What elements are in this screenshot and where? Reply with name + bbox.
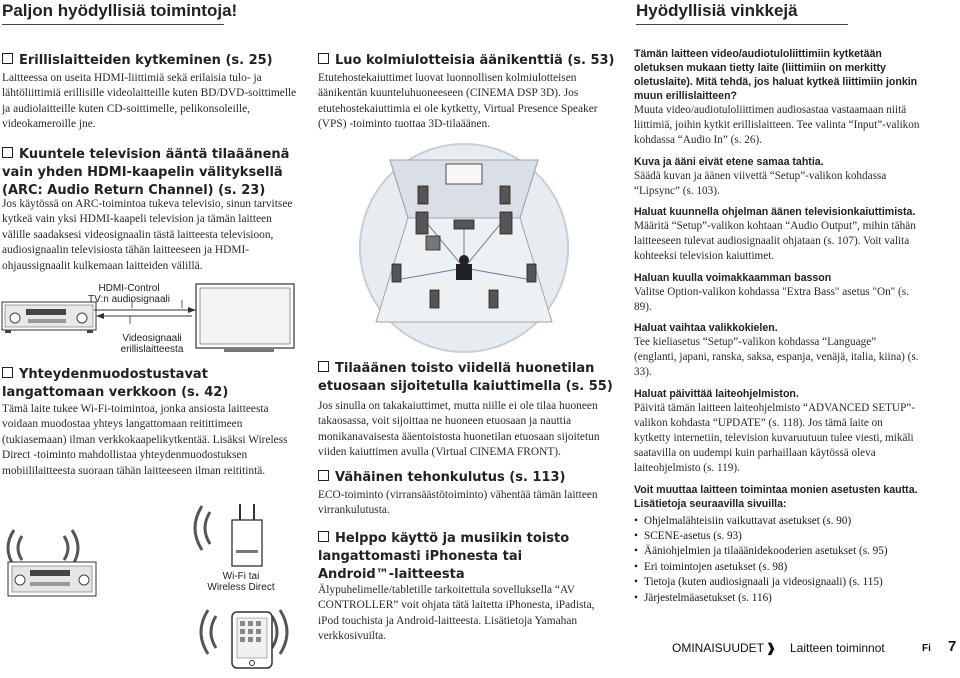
section-body: Laitteessa on useita HDMI-liittimiä sekä erilaisia tulo- ja lähtöliittimiä erillisille videolaitteille kuten BD/DVD-soittimelle ja audiolaitteille kuten CD-soittimelle, pelikonsoleille, videokameroille jne. [2, 72, 297, 131]
speaker-room-diagram [356, 140, 572, 356]
label-tv-audio: TV:n audiosignaali [88, 294, 170, 305]
tip-body: Tee kieliasetus “Setup”-valikon kohdassa “Language” (englanti, japani, ranska, saksa, espanja, venäjä, italia, kiina) (s. 33). [634, 336, 919, 379]
tip-heading: Haluat vaihtaa valikkokielen. [634, 322, 778, 335]
section-title: Luo kolmiulotteisia äänikenttiä (s. 53) [335, 53, 615, 68]
label-hdmi-control: HDMI-Control [98, 283, 160, 294]
footer-section: OMINAISUUDET [672, 641, 765, 655]
section-3d-sound [318, 52, 618, 70]
section-wireless [2, 366, 302, 402]
section-title: Kuuntele television ääntä tilaäänenä vain yhden HDMI-kaapelin välityksellä (ARC: Audio Return Channel) (s. 23) [2, 147, 290, 198]
section-arc [2, 146, 302, 200]
title-underline-left [2, 24, 224, 25]
tip-body: Säädä kuvan ja äänen viivettä “Setup”-valikon kohdassa “Lipsync” (s. 103). [634, 169, 887, 197]
section-virtual-front [318, 360, 618, 396]
label-external-device: erillislaitteesta [120, 344, 184, 355]
section-eco [318, 469, 618, 487]
section-title: Vähäinen tehonkulutus (s. 113) [335, 470, 566, 485]
tip-heading: Voit muuttaa laitteen toimintaa monien asetusten kautta. Lisätietoja seuraavilla sivuilla: [634, 483, 918, 510]
footer-topic: Laitteen toiminnot [790, 641, 885, 655]
checkbox-icon [2, 147, 13, 158]
chevron-right-icon: ❱ [766, 641, 777, 655]
list-item: • Ääniohjelmien ja tilaäänidekooderien asetukset (s. 95) [634, 544, 920, 559]
title-underline-right [636, 24, 848, 25]
label-wireless-direct: Wireless Direct [207, 582, 275, 593]
section-body: Tämä laite tukee Wi-Fi-toimintoa, jonka ansiosta laitteesta voidaan muodostaa yhteys langattomaan reitittimeen (tukiasemaan) ilman verkkokaapelikytkentää. Lisäksi Wireless Direct -toiminto mahdollistaa yhteydenmuodostuksen mobiililaitteesta suoraan tähän laitteeseen ilman reititintä. [2, 403, 288, 477]
section-connect-devices [2, 52, 298, 70]
tip-heading: Haluat päivittää laiteohjelmiston. [634, 387, 799, 400]
label-wifi: Wi-Fi tai [222, 571, 260, 582]
section-title: Yhteydenmuodostustavat langattomaan verkkoon (s. 42) [2, 367, 229, 400]
list-item: • Tietoja (kuten audiosignaali ja videosignaali) (s. 115) [634, 575, 920, 590]
tip-heading: Haluat kuunnella ohjelman äänen televisionkaiuttimista. [634, 206, 916, 219]
checkbox-icon [2, 53, 13, 64]
label-video-signal: Videosignaali [122, 333, 182, 344]
section-title: Tilaäänen toisto viidellä huonetilan etuosaan sijoitetulla kaiuttimella (s. 55) [318, 361, 613, 394]
list-item: • Ohjelmalähteisiin vaikuttavat asetukset (s. 90) [634, 514, 920, 529]
tip-heading: Tämän laitteen video/audiotuloliittimiin kytketään oletuksen mukaan tietty laite (liittimiin on merkitty oletuslaite). Mitä tehdä, jos haluat kytkeä liittimiin jonkin muun erillislaitteen? [634, 48, 918, 102]
settings-list [634, 514, 920, 606]
page-title-left: Paljon hyödyllisiä toimintoja! [2, 1, 238, 20]
list-item: • SCENE-asetus (s. 93) [634, 529, 920, 544]
router-icon [232, 520, 262, 566]
section-body: Älypuhelimelle/tabletille tarkoitettula sovelluksella “AV CONTROLLER” voit ohjata tätä laitetta iPhonesta, iPadista, iPod touchista ja Android-laitteesta. Lisätietoja Yamahan verkkosivuilta. [318, 584, 595, 643]
section-app-control [318, 530, 580, 584]
page-number: 7 [948, 638, 957, 655]
tip-heading: Haluan kuulla voimakkaamman basson [634, 271, 832, 284]
tip-body: Valitse Option-valikon kohdassa "Extra Bass" asetus "On" (s. 89). [634, 285, 909, 313]
checkbox-icon [318, 470, 329, 481]
tip-heading: Kuva ja ääni eivät etene samaa tahtia. [634, 155, 824, 168]
footer-language: Fi [922, 643, 931, 654]
section-title: Erillislaitteiden kytkeminen (s. 25) [19, 53, 273, 68]
tip-body: Määritä “Setup”-valikon kohtaan “Audio Output”, mihin tähän laitteeseen tulevat audiosignaalit ohjataan (s. 107). Voit valita kohteeksi television kaiuttimet. [634, 220, 916, 263]
section-body: ECO-toiminto (virransäästötoiminto) vähentää tämän laitteen virrankulutusta. [318, 489, 598, 517]
checkbox-icon [318, 53, 329, 64]
section-body: Jos käytössä on ARC-toimintoa tukeva televisio, sinun tarvitsee kytkeä vain yksi HDMI-kaapeli television ja tämän laitteen välille saadaksesi videosignaalin tästä laitteesta televisioon, audiosignaalin televisiosta tähän laitteeseen ja HDMI-ohjaussignaalit kulkemaan laitteiden välillä. [2, 198, 293, 272]
section-body: Jos sinulla on takakaiuttimet, mutta niille ei ole tilaa huoneen takaosassa, voit sijoittaa ne huoneen etuosaan ja nauttia monikanavaisesta ääentoistosta huonetilan etuosaan sijoitetun viiden kaiuttimen avulla (Virtual CINEMA FRONT). [318, 400, 600, 459]
list-item: • Eri toimintojen asetukset (s. 98) [634, 560, 920, 575]
list-item: • Järjestelmäasetukset (s. 116) [634, 591, 920, 606]
section-title: Helppo käyttö ja musiikin toisto langattomasti iPhonesta tai Android™-laitteesta [318, 531, 570, 582]
front-presence-speaker-icon [418, 186, 428, 204]
page-title-right: Hyödyllisiä vinkkejä [636, 1, 798, 20]
tip-body: Muuta video/audiotuloliittimen audiosastaa vastaamaan niitä liittimiä, joihin kytkit erillislaitteen. Tee valinta “Input”-valikon kohdassa “Audio In” (s. 26). [634, 104, 920, 147]
tip-body: Päivitä tämän laitteen laiteohjelmisto “ADVANCED SETUP”-valikon kohdasta “UPDATE” (s. 118). Jos tämä laite on kytketty internetiin, television kuvaruutuun tulee viesti, mikäli saatavilla on uudempi kuin parhaillaan käytössä oleva laiteohjelmisto (s. 119). [634, 401, 915, 475]
checkbox-icon [2, 367, 13, 378]
checkbox-icon [318, 361, 329, 372]
checkbox-icon [318, 531, 329, 542]
listener-icon [456, 264, 472, 280]
tips-column [634, 47, 920, 606]
section-body: Etutehostekaiuttimet luovat luonnollisen kolmiulotteisen äänikentän kuunteluhuoneeseen (CINEMA DSP 3D). Jos etutehostekaiuttimia ei ole kytketty, Virtual Presence Speaker (VPS) -toiminto tuottaa 3D-tilaäänen. [318, 72, 598, 131]
